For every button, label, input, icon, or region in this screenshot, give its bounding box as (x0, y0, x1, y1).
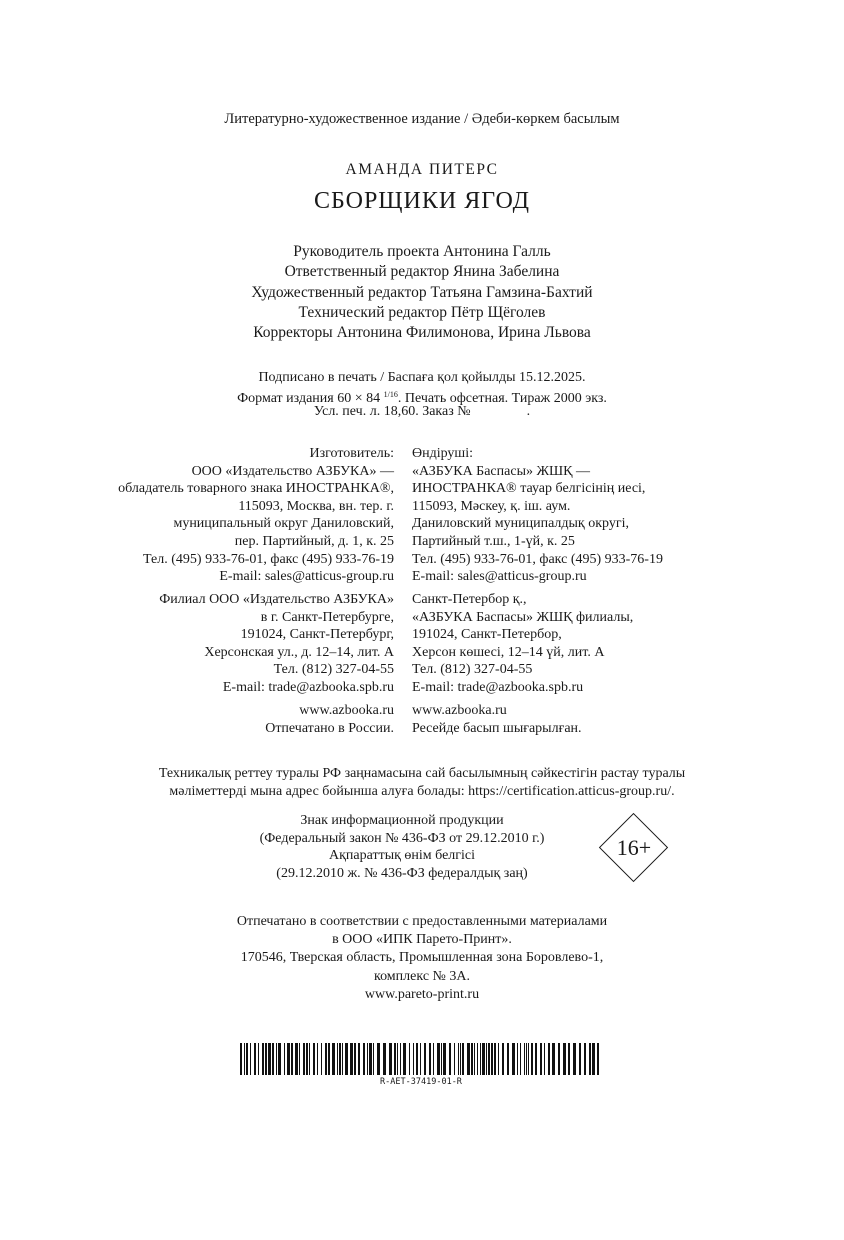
info-product-sign (200, 812, 604, 882)
barcode-bar (592, 1043, 595, 1075)
manufacturer-kz-line: Тел. (495) 933-76-01, факс (495) 933-76-19 (412, 551, 663, 567)
author-name: АМАНДА ПИТЕРС (345, 161, 499, 178)
info-sign-line: Знак информационной продукции (300, 813, 504, 828)
barcode-bar (313, 1043, 315, 1075)
barcode-bar (416, 1043, 418, 1075)
printed-in-kz: Ресейде басып шығарылған. (412, 720, 582, 736)
printer-line: Отпечатано в соответствии с предоставленными материалами (236, 914, 608, 929)
barcode-bar (291, 1043, 293, 1075)
branch-kz-line: Тел. (812) 327-04-55 (412, 662, 533, 678)
barcode-bar (579, 1043, 581, 1075)
barcode-bar (309, 1043, 310, 1075)
barcode-bar (420, 1043, 421, 1075)
barcode-bar (367, 1043, 368, 1075)
manufacturer-kz-line: «АЗБУКА Баспасы» ЖШҚ — (412, 463, 590, 479)
barcode-bar (345, 1043, 348, 1075)
printed-in-ru: Отпечатано в России. (265, 720, 394, 736)
manufacturer-ru-line: Изготовитель: (309, 446, 394, 461)
barcode-bar (520, 1043, 521, 1075)
barcode-bar (458, 1043, 459, 1075)
barcode-bar (507, 1043, 509, 1075)
barcode-bar (488, 1043, 490, 1075)
manufacturer-kz-line: Өндіруші: (412, 446, 473, 461)
branch-ru-line: Херсонская ул., д. 12–14, лит. А (204, 644, 394, 660)
staff-line: Ответственный редактор Янина Забелина (284, 263, 560, 281)
barcode-bar (389, 1043, 392, 1075)
barcode-bar (433, 1043, 434, 1075)
manufacturer-ru-line: пер. Партийный, д. 1, к. 25 (234, 533, 394, 549)
barcode-bar (354, 1043, 356, 1075)
info-sign-line: Ақпараттық өнім белгісі (328, 848, 476, 863)
barcode-bar (573, 1043, 576, 1075)
genre-line: Литературно-художественное издание / Әдеби-көркем басылым (224, 111, 620, 127)
manufacturer-ru-line: ООО «Издательство АЗБУКА» — (191, 463, 394, 479)
manufacturer-ru (118, 445, 394, 586)
regulation-note (0, 765, 844, 800)
barcode-bar (321, 1043, 322, 1075)
barcode-bar (460, 1043, 461, 1075)
barcode-bar (502, 1043, 504, 1075)
barcode-bar (494, 1043, 496, 1075)
barcode-bar (437, 1043, 440, 1075)
barcode-bar (454, 1043, 455, 1075)
barcode-bar (262, 1043, 264, 1075)
manufacturer-kz-line: ИНОСТРАНКА® тауар белгісінің иесі, (412, 481, 646, 497)
barcode-bar (246, 1043, 248, 1075)
barcode-bar (552, 1043, 555, 1075)
manufacturer-kz-line: E-mail: sales@atticus-group.ru (412, 569, 587, 585)
barcode-bar (240, 1043, 242, 1075)
branch-ru-line: E-mail: trade@azbooka.spb.ru (222, 679, 394, 695)
barcode-bar (254, 1043, 256, 1075)
manufacturer-ru-line: Тел. (495) 933-76-01, факс (495) 933-76-19 (143, 551, 394, 567)
barcode-bar (474, 1043, 475, 1075)
barcode-bar (429, 1043, 431, 1075)
age-rating-badge (598, 812, 670, 884)
barcode-bar (540, 1043, 542, 1075)
barcode-label: R-AET-37419-01-R (380, 1077, 462, 1087)
barcode-bar (498, 1043, 499, 1075)
barcode-bar (276, 1043, 277, 1075)
barcode-bar (471, 1043, 473, 1075)
info-sign-line: (29.12.2010 ж. № 436-ФЗ федералдық заң) (276, 865, 528, 881)
branch-kz-line: Херсон көшесі, 12–14 үй, лит. А (412, 644, 605, 660)
barcode-bar (363, 1043, 365, 1075)
format-fraction: 1/16 (383, 390, 398, 399)
barcode-bar (383, 1043, 386, 1075)
barcode-bar (563, 1043, 566, 1075)
site-ru (265, 702, 394, 737)
barcode-bar (548, 1043, 550, 1075)
barcode-bar (369, 1043, 372, 1075)
barcode-bar (512, 1043, 515, 1075)
site-kz (412, 702, 582, 737)
website-ru: www.azbooka.ru (299, 703, 394, 718)
book-title: СБОРЩИКИ ЯГОД (314, 188, 530, 214)
barcode-bar (403, 1043, 406, 1075)
barcode-bar (568, 1043, 570, 1075)
barcode-bar (332, 1043, 335, 1075)
regulation-line: мәліметтерді мына адрес бойынша алуға болады: https://certification.atticus-group.ru/. (169, 783, 675, 799)
manufacturer-ru-line: муниципальный округ Даниловский, (173, 516, 394, 532)
branch-ru-line: в г. Санкт-Петербурге, (260, 609, 394, 625)
info-sign-line: (Федеральный закон № 436-ФЗ от 29.12.2010 г.) (259, 830, 545, 846)
barcode-bar (350, 1043, 353, 1075)
barcode-bar (486, 1043, 487, 1075)
branch-kz-line: E-mail: trade@azbooka.spb.ru (412, 679, 584, 695)
barcode-bar (413, 1043, 414, 1075)
barcode-bar (278, 1043, 281, 1075)
barcode-bar (491, 1043, 493, 1075)
staff-line: Художественный редактор Татьяна Гамзина-Бахтий (251, 283, 593, 301)
barcode-bar (597, 1043, 599, 1075)
barcode-bar (325, 1043, 327, 1075)
barcode-bar (535, 1043, 537, 1075)
branch-kz-line: 191024, Санкт-Петербор, (412, 627, 562, 643)
manufacturer-kz-line: Даниловский муниципалдық округі, (412, 516, 629, 532)
print-info (0, 369, 844, 420)
barcode-bar (377, 1043, 380, 1075)
barcode-bar (303, 1043, 305, 1075)
barcode-bar (258, 1043, 259, 1075)
website-kz: www.azbooka.ru (412, 703, 507, 718)
barcode-bar (268, 1043, 271, 1075)
barcode-bar (397, 1043, 398, 1075)
barcode-bar (394, 1043, 396, 1075)
barcode-bar (287, 1043, 290, 1075)
barcode-bar (284, 1043, 285, 1075)
printer-info (0, 913, 844, 1004)
sheets-line: Усл. печ. л. 18,60. Заказ № . (313, 404, 531, 419)
barcode-bar (449, 1043, 451, 1075)
staff-credits (0, 242, 844, 343)
branch-ru (159, 591, 394, 697)
barcode-bar (358, 1043, 360, 1075)
signed-line: Подписано в печать / Баспаға қол қойылды 15.12.2025. (258, 370, 586, 385)
barcode-bar (584, 1043, 586, 1075)
barcode-bar (244, 1043, 245, 1075)
format-line (0, 386, 844, 406)
branch-ru-line: 191024, Санкт-Петербург, (240, 627, 394, 643)
barcode-bar (328, 1043, 330, 1075)
printer-line: в ООО «ИПК Парето-Принт». (332, 932, 512, 948)
branch-ru-line: Филиал ООО «Издательство АЗБУКА» (159, 592, 394, 607)
regulation-line: Техникалық реттеу туралы РФ заңнамасына сай басылымның сәйкестігін растау туралы (158, 766, 686, 781)
barcode-bar (482, 1043, 485, 1075)
manufacturer-kz (412, 445, 663, 586)
barcode-bar (339, 1043, 341, 1075)
barcode-bar (528, 1043, 529, 1075)
barcode-bar (524, 1043, 525, 1075)
barcode-bar (441, 1043, 442, 1075)
barcode-bar (467, 1043, 470, 1075)
manufacturer-ru-line: E-mail: sales@atticus-group.ru (219, 569, 394, 585)
printer-line: комплекс № 3А. (373, 968, 470, 984)
barcode-bar (265, 1043, 267, 1075)
format-text-rest: . Печать офсетная. Тираж 2000 экз. (397, 391, 607, 406)
barcode-bar (409, 1043, 410, 1075)
barcode-bar (558, 1043, 560, 1075)
barcode-bar (373, 1043, 374, 1075)
printer-line: www.pareto-print.ru (364, 986, 480, 1002)
barcode-bar (306, 1043, 308, 1075)
barcode-bar (272, 1043, 274, 1075)
age-rating-text: 16+ (616, 835, 652, 860)
manufacturer-kz-line: 115093, Мәскеу, қ. іш. аум. (412, 498, 571, 514)
branch-kz (412, 591, 633, 697)
barcode-bar (589, 1043, 591, 1075)
staff-line: Корректоры Антонина Филимонова, Ирина Львова (253, 324, 591, 342)
barcode-bar (400, 1043, 401, 1075)
barcode-bar (250, 1043, 251, 1075)
barcode-bar (480, 1043, 481, 1075)
barcode-bar (462, 1043, 464, 1075)
format-text: Формат издания 60 × 84 (237, 391, 384, 406)
barcode-bar (299, 1043, 300, 1075)
branch-kz-line: Санкт-Петербор қ., (412, 592, 527, 607)
staff-line: Руководитель проекта Антонина Галль (293, 243, 551, 260)
barcode (240, 1043, 602, 1075)
manufacturer-ru-line: обладатель товарного знака ИНОСТРАНКА®, (118, 481, 394, 497)
barcode-bar (531, 1043, 533, 1075)
barcode-bar (526, 1043, 527, 1075)
manufacturer-kz-line: Партийный т.ш., 1-үй, к. 25 (412, 533, 575, 549)
barcode-bar (295, 1043, 298, 1075)
printer-line: 170546, Тверская область, Промышленная зона Боровлево-1, (240, 950, 604, 966)
barcode-bar (517, 1043, 518, 1075)
barcode-bar (337, 1043, 338, 1075)
barcode-bar (342, 1043, 343, 1075)
branch-ru-line: Тел. (812) 327-04-55 (273, 662, 394, 678)
barcode-bar (424, 1043, 426, 1075)
barcode-bar (544, 1043, 545, 1075)
barcode-bar (477, 1043, 478, 1075)
barcode-bar (443, 1043, 446, 1075)
branch-kz-line: «АЗБУКА Баспасы» ЖШҚ филиалы, (412, 609, 634, 625)
barcode-bar (317, 1043, 318, 1075)
manufacturer-ru-line: 115093, Москва, вн. тер. г. (238, 498, 394, 514)
staff-line: Технический редактор Пётр Щёголев (298, 303, 546, 321)
